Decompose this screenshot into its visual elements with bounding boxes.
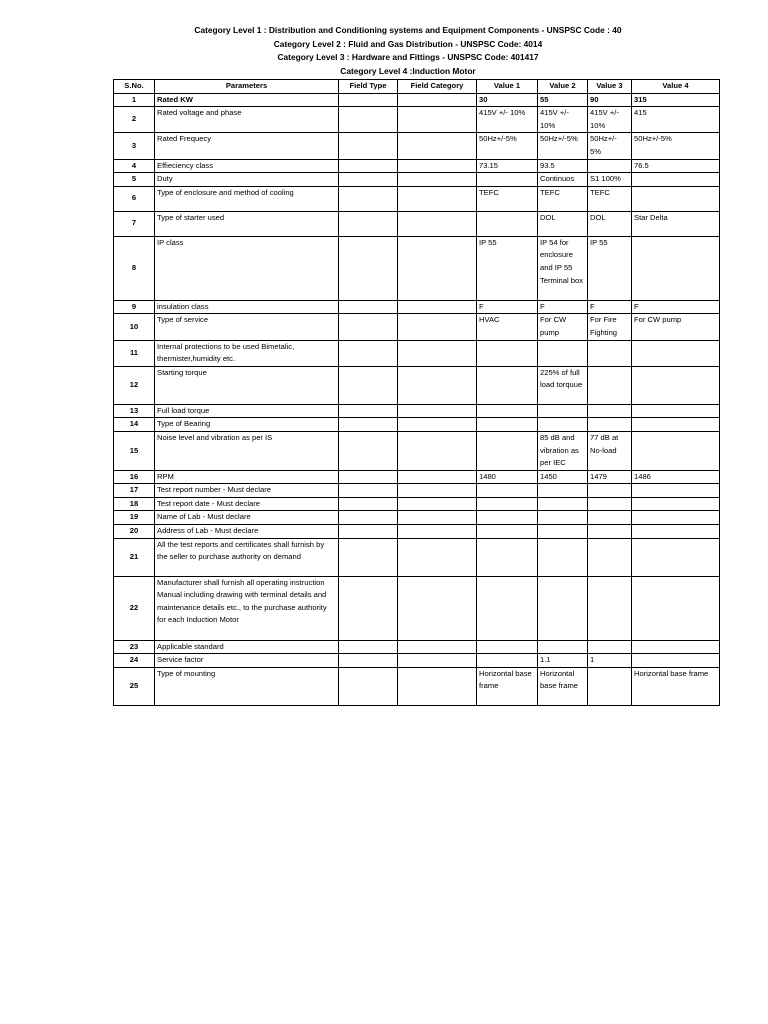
value-1-cell: 73.15 [477, 159, 538, 173]
table-row [114, 418, 720, 432]
column-header: Value 3 [588, 80, 632, 94]
sno-cell: 23 [114, 640, 155, 654]
table-row [114, 511, 720, 525]
field-type-cell [339, 93, 398, 107]
parameter-cell: Noise level and vibration as per IS [155, 431, 339, 470]
value-4-cell: 315 [632, 93, 720, 107]
value-2-cell: For CW pump [538, 314, 588, 340]
value-3-cell [588, 511, 632, 525]
field-type-cell [339, 340, 398, 366]
field-type-cell [339, 133, 398, 159]
sno-cell: 9 [114, 300, 155, 314]
field-type-cell [339, 418, 398, 432]
value-2-cell: IP 54 for enclosure and IP 55 Terminal box [538, 236, 588, 300]
parameter-cell: Starting torque [155, 366, 339, 404]
table-row [114, 314, 720, 340]
value-4-cell: Star Delta [632, 211, 720, 236]
sno-cell: 15 [114, 431, 155, 470]
table-row [114, 107, 720, 133]
value-4-cell [632, 431, 720, 470]
field-category-cell [398, 640, 477, 654]
field-category-cell [398, 93, 477, 107]
value-4-cell: F [632, 300, 720, 314]
field-category-cell [398, 654, 477, 668]
field-type-cell [339, 511, 398, 525]
sno-cell: 1 [114, 93, 155, 107]
sno-cell: 6 [114, 186, 155, 211]
parameter-cell: Test report number - Must declare [155, 484, 339, 498]
sno-cell: 22 [114, 576, 155, 640]
parameter-cell: insulation class [155, 300, 339, 314]
value-2-cell: 225% of full load torquue [538, 366, 588, 404]
category-level-2: Category Level 2 : Fluid and Gas Distribution - UNSPSC Code: 4014 [273, 38, 543, 49]
field-type-cell [339, 654, 398, 668]
sno-cell: 4 [114, 159, 155, 173]
value-1-cell [477, 340, 538, 366]
field-category-cell [398, 211, 477, 236]
parameter-cell: Service factor [155, 654, 339, 668]
value-3-cell: 90 [588, 93, 632, 107]
field-type-cell [339, 667, 398, 705]
field-category-cell [398, 159, 477, 173]
value-2-cell: 1.1 [538, 654, 588, 668]
value-1-cell: IP 55 [477, 236, 538, 300]
document-header [0, 24, 768, 78]
value-2-cell [538, 418, 588, 432]
sno-cell: 20 [114, 525, 155, 539]
field-category-cell [398, 173, 477, 187]
value-3-cell: 77 dB at No-load [588, 431, 632, 470]
category-level-1: Category Level 1 : Distribution and Conditioning systems and Equipment Components - UNSPSC Code : 40 [194, 25, 622, 35]
value-2-cell: TEFC [538, 186, 588, 211]
sno-cell: 13 [114, 404, 155, 418]
value-2-cell: Horizontal base frame [538, 667, 588, 705]
value-4-cell [632, 576, 720, 640]
column-header: Value 4 [632, 80, 720, 94]
column-header: Field Category [398, 80, 477, 94]
parameter-cell: Type of service [155, 314, 339, 340]
field-type-cell [339, 314, 398, 340]
field-category-cell [398, 470, 477, 484]
field-category-cell [398, 497, 477, 511]
value-3-cell: DOL [588, 211, 632, 236]
table-row [114, 576, 720, 640]
column-header: Value 1 [477, 80, 538, 94]
parameter-cell: Rated Frequecy [155, 133, 339, 159]
value-3-cell [588, 366, 632, 404]
value-1-cell [477, 511, 538, 525]
value-1-cell [477, 525, 538, 539]
value-1-cell [477, 640, 538, 654]
sno-cell: 17 [114, 484, 155, 498]
column-header: Parameters [155, 80, 339, 94]
value-3-cell: 1 [588, 654, 632, 668]
field-category-cell [398, 431, 477, 470]
value-4-cell: 1486 [632, 470, 720, 484]
value-3-cell [588, 525, 632, 539]
parameter-cell: Duty [155, 173, 339, 187]
value-2-cell: 415V +/- 10% [538, 107, 588, 133]
value-2-cell [538, 404, 588, 418]
value-2-cell: 1450 [538, 470, 588, 484]
value-3-cell: TEFC [588, 186, 632, 211]
field-type-cell [339, 640, 398, 654]
table-row [114, 404, 720, 418]
sno-cell: 3 [114, 133, 155, 159]
table-row [114, 300, 720, 314]
table-row [114, 667, 720, 705]
parameter-cell: RPM [155, 470, 339, 484]
value-1-cell: Horizontal base frame [477, 667, 538, 705]
value-2-cell [538, 525, 588, 539]
parameter-cell: Test report date - Must declare [155, 497, 339, 511]
value-4-cell [632, 640, 720, 654]
field-category-cell [398, 418, 477, 432]
value-2-cell: 85 dB and vibration as per IEC [538, 431, 588, 470]
field-category-cell [398, 525, 477, 539]
value-2-cell: Continuos [538, 173, 588, 187]
sno-cell: 19 [114, 511, 155, 525]
sno-cell: 2 [114, 107, 155, 133]
specification-table [113, 79, 720, 706]
value-3-cell: 415V +/- 10% [588, 107, 632, 133]
table-row [114, 431, 720, 470]
field-category-cell [398, 366, 477, 404]
parameter-cell: Type of mounting [155, 667, 339, 705]
field-category-cell [398, 340, 477, 366]
value-2-cell: F [538, 300, 588, 314]
category-level-3: Category Level 3 : Hardware and Fittings - UNSPSC Code: 401417 [277, 52, 539, 62]
table-row [114, 133, 720, 159]
value-3-cell [588, 418, 632, 432]
value-4-cell [632, 525, 720, 539]
value-3-cell [588, 667, 632, 705]
field-type-cell [339, 186, 398, 211]
field-category-cell [398, 314, 477, 340]
field-type-cell [339, 159, 398, 173]
value-4-cell [632, 511, 720, 525]
table-row [114, 654, 720, 668]
sno-cell: 24 [114, 654, 155, 668]
parameter-cell: Full load torque [155, 404, 339, 418]
value-4-cell [632, 538, 720, 576]
value-1-cell: F [477, 300, 538, 314]
field-category-cell [398, 404, 477, 418]
field-category-cell [398, 511, 477, 525]
value-4-cell: For CW pump [632, 314, 720, 340]
category-level-4: Category Level 4 :Induction Motor [340, 65, 476, 76]
parameter-cell: All the test reports and certificates shall furnish by the seller to purchase authority on demand [155, 538, 339, 576]
field-category-cell [398, 133, 477, 159]
sno-cell: 16 [114, 470, 155, 484]
field-type-cell [339, 497, 398, 511]
table-row [114, 538, 720, 576]
value-2-cell [538, 340, 588, 366]
field-type-cell [339, 211, 398, 236]
value-3-cell: S1 100% [588, 173, 632, 187]
sno-cell: 11 [114, 340, 155, 366]
parameter-cell: Rated KW [155, 93, 339, 107]
parameter-cell: IP class [155, 236, 339, 300]
field-category-cell [398, 667, 477, 705]
field-category-cell [398, 538, 477, 576]
sno-cell: 14 [114, 418, 155, 432]
value-4-cell [632, 173, 720, 187]
field-type-cell [339, 431, 398, 470]
parameter-cell: Name of Lab - Must declare [155, 511, 339, 525]
field-category-cell [398, 236, 477, 300]
sno-cell: 7 [114, 211, 155, 236]
field-type-cell [339, 236, 398, 300]
sno-cell: 5 [114, 173, 155, 187]
value-3-cell [588, 538, 632, 576]
field-type-cell [339, 404, 398, 418]
field-type-cell [339, 470, 398, 484]
value-3-cell [588, 640, 632, 654]
value-1-cell [477, 538, 538, 576]
value-2-cell: 50Hz+/-5% [538, 133, 588, 159]
field-type-cell [339, 525, 398, 539]
column-header: S.No. [114, 80, 155, 94]
sno-cell: 21 [114, 538, 155, 576]
field-category-cell [398, 186, 477, 211]
value-4-cell [632, 418, 720, 432]
column-header: Field Type [339, 80, 398, 94]
value-3-cell [588, 404, 632, 418]
value-2-cell [538, 511, 588, 525]
value-1-cell [477, 418, 538, 432]
value-2-cell: 93.5 [538, 159, 588, 173]
value-4-cell: 415 [632, 107, 720, 133]
value-3-cell [588, 159, 632, 173]
value-1-cell: 1480 [477, 470, 538, 484]
field-category-cell [398, 484, 477, 498]
field-category-cell [398, 576, 477, 640]
value-1-cell [477, 173, 538, 187]
value-2-cell: DOL [538, 211, 588, 236]
field-category-cell [398, 300, 477, 314]
value-2-cell [538, 640, 588, 654]
value-3-cell [588, 576, 632, 640]
field-type-cell [339, 576, 398, 640]
table-row [114, 525, 720, 539]
value-2-cell [538, 497, 588, 511]
table-row [114, 211, 720, 236]
value-2-cell: 55 [538, 93, 588, 107]
value-3-cell: F [588, 300, 632, 314]
value-3-cell: 1479 [588, 470, 632, 484]
parameter-cell: Address of Lab - Must declare [155, 525, 339, 539]
field-type-cell [339, 366, 398, 404]
value-4-cell [632, 366, 720, 404]
table-row [114, 484, 720, 498]
value-3-cell [588, 484, 632, 498]
parameter-cell: Internal protections to be used Bimetalic, thermister,humidity etc. [155, 340, 339, 366]
value-4-cell [632, 404, 720, 418]
value-3-cell: 50Hz+/- 5% [588, 133, 632, 159]
value-1-cell [477, 404, 538, 418]
field-type-cell [339, 484, 398, 498]
value-4-cell [632, 654, 720, 668]
field-type-cell [339, 173, 398, 187]
sno-cell: 8 [114, 236, 155, 300]
table-body [114, 93, 720, 705]
value-1-cell: HVAC [477, 314, 538, 340]
sno-cell: 12 [114, 366, 155, 404]
table-row [114, 93, 720, 107]
value-4-cell [632, 186, 720, 211]
field-type-cell [339, 107, 398, 133]
value-1-cell [477, 497, 538, 511]
parameter-cell: Rated voltage and phase [155, 107, 339, 133]
table-row [114, 366, 720, 404]
value-4-cell: Horizontal base frame [632, 667, 720, 705]
table-row [114, 186, 720, 211]
table-row [114, 340, 720, 366]
value-2-cell [538, 576, 588, 640]
value-3-cell [588, 497, 632, 511]
field-type-cell [339, 300, 398, 314]
value-2-cell [538, 538, 588, 576]
value-1-cell [477, 431, 538, 470]
table-row [114, 470, 720, 484]
table-row [114, 173, 720, 187]
table-row [114, 236, 720, 300]
value-4-cell [632, 340, 720, 366]
value-3-cell: For Fire Fighting [588, 314, 632, 340]
value-1-cell [477, 654, 538, 668]
parameter-cell: Type of enclosure and method of cooling [155, 186, 339, 211]
value-1-cell [477, 484, 538, 498]
field-category-cell [398, 107, 477, 133]
value-1-cell: TEFC [477, 186, 538, 211]
column-header: Value 2 [538, 80, 588, 94]
value-3-cell: IP 55 [588, 236, 632, 300]
value-4-cell: 50Hz+/-5% [632, 133, 720, 159]
value-4-cell [632, 236, 720, 300]
sno-cell: 10 [114, 314, 155, 340]
parameter-cell: Effieciency class [155, 159, 339, 173]
value-1-cell: 50Hz+/-5% [477, 133, 538, 159]
value-4-cell [632, 484, 720, 498]
table-row [114, 159, 720, 173]
value-1-cell [477, 576, 538, 640]
table-header-row [114, 80, 720, 94]
field-type-cell [339, 538, 398, 576]
value-1-cell: 415V +/- 10% [477, 107, 538, 133]
parameter-cell: Manufacturer shall furnish all operating instruction Manual including drawing with terminal details and maintenance details etc., to the purchase authority for each Induction Motor [155, 576, 339, 640]
table-row [114, 640, 720, 654]
sno-cell: 25 [114, 667, 155, 705]
value-1-cell [477, 211, 538, 236]
value-1-cell [477, 366, 538, 404]
parameter-cell: Type of starter used [155, 211, 339, 236]
sno-cell: 18 [114, 497, 155, 511]
value-4-cell [632, 497, 720, 511]
value-3-cell [588, 340, 632, 366]
value-2-cell [538, 484, 588, 498]
value-1-cell: 30 [477, 93, 538, 107]
table-row [114, 497, 720, 511]
value-4-cell: 76.5 [632, 159, 720, 173]
parameter-cell: Type of Bearing [155, 418, 339, 432]
parameter-cell: Applicable standard [155, 640, 339, 654]
